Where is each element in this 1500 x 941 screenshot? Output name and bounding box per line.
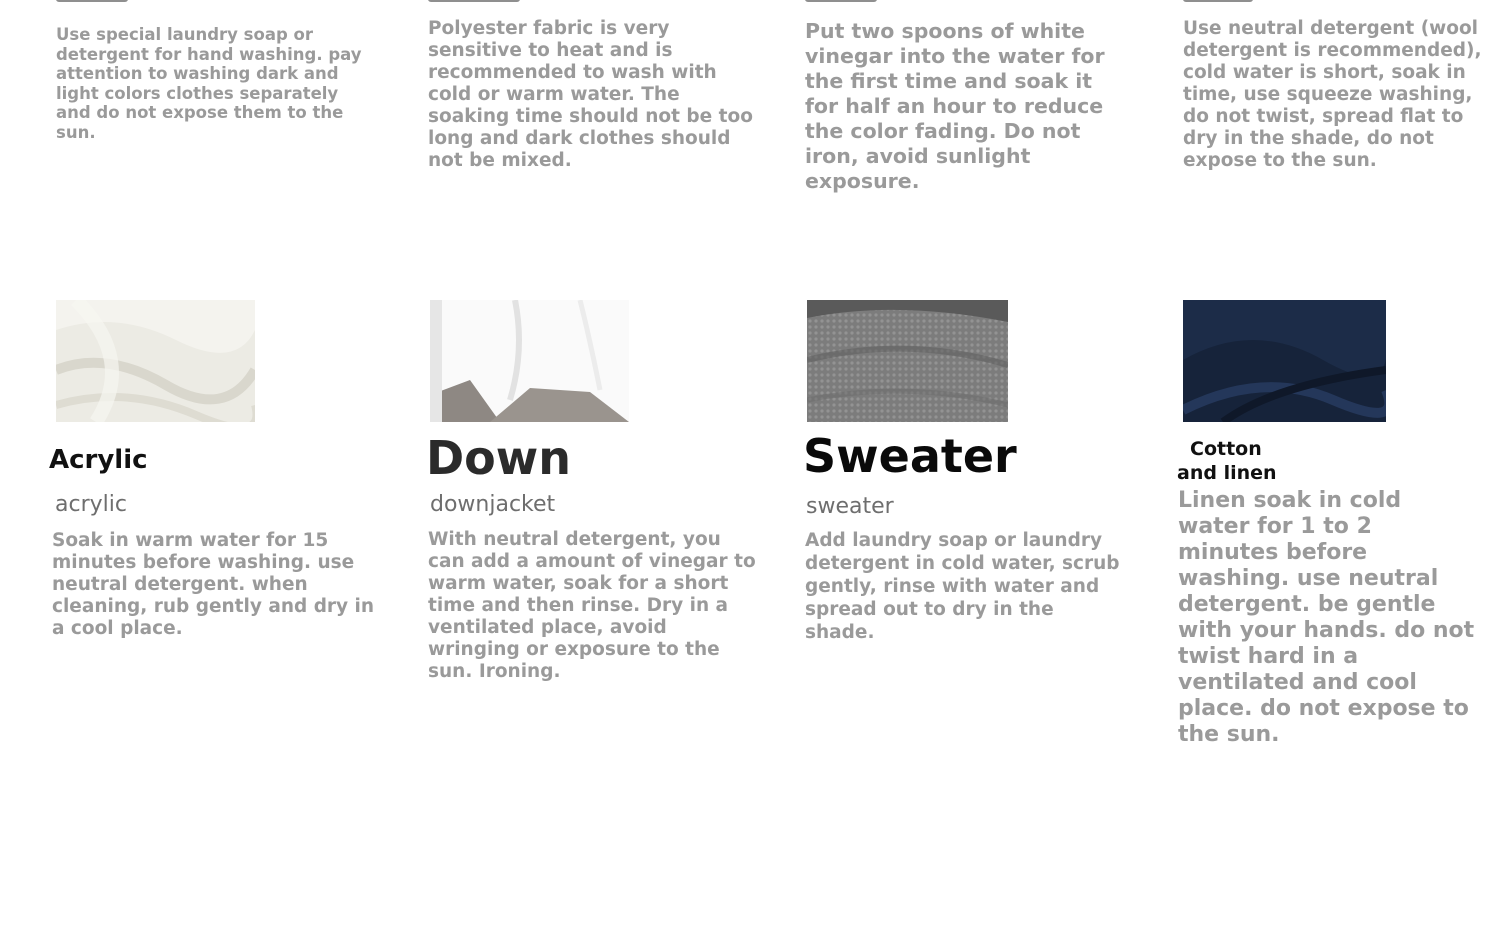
linen-fabric-image: [1183, 300, 1386, 422]
cotton-care-text: Use special laundry soap or detergent for hand washing. pay attention to washing dark and light colors clothes separately and do not expose them to the sun.: [56, 25, 362, 142]
denim-care-text: Put two spoons of white vinegar into the water for the first time and soak it for half an hour to reduce the color fading. Do not iron, avoid sunlight exposure.: [805, 19, 1105, 193]
polyester-heading-fragment: [428, 0, 520, 2]
sweater-care-text: Add laundry soap or laundry detergent in cold water, scrub gently, rinse with water and spread out to dry in the shade.: [805, 530, 1120, 643]
wool-heading-fragment: [1183, 0, 1253, 2]
denim-heading-fragment: [805, 0, 877, 2]
linen-title-line1: Cotton: [1190, 438, 1262, 460]
acrylic-subtitle: acrylic: [55, 492, 127, 517]
sweater-subtitle: sweater: [806, 494, 894, 519]
acrylic-fabric-image: [56, 300, 255, 422]
linen-title-line2: and linen: [1177, 462, 1277, 484]
down-fabric-image: [430, 300, 629, 422]
acrylic-care-text: Soak in warm water for 15 minutes before washing. use neutral detergent. when cleaning, rub gently and dry in a cool place.: [52, 530, 375, 639]
acrylic-title: Acrylic: [49, 445, 148, 475]
polyester-care-text: Polyester fabric is very sensitive to heat and is recommended to wash with cold or warm water. The soaking time should not be too long and dark clothes should not be mixed.: [428, 18, 753, 171]
down-care-text: With neutral detergent, you can add a amount of vinegar to warm water, soak for a short time and then rinse. Dry in a ventilated place, avoid wringing or exposure to the sun. Ironing.: [428, 529, 756, 682]
cotton-heading-fragment: [56, 0, 128, 2]
down-title: Down: [426, 431, 572, 485]
sweater-title: Sweater: [803, 429, 1017, 483]
wool-care-text: Use neutral detergent (wool detergent is recommended), cold water is short, soak in time, use squeeze washing, do not twist, spread flat to dry in the shade, do not expose to the sun.: [1183, 18, 1482, 171]
down-subtitle: downjacket: [430, 492, 556, 517]
linen-care-text: Linen soak in cold water for 1 to 2 minutes before washing. use neutral detergent. be gentle with your hands. do not twist hard in a ventilated and cool place. do not expose to the sun.: [1178, 488, 1475, 747]
sweater-fabric-image: [807, 300, 1008, 422]
